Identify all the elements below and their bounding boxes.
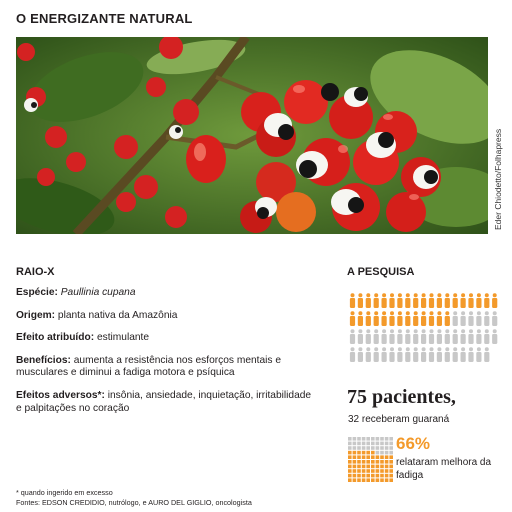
percent-dot [376, 474, 380, 478]
patient-figure [453, 293, 458, 308]
patient-figure [358, 347, 363, 362]
percent-dot [353, 442, 357, 446]
percent-dot [376, 455, 380, 459]
percent-dot [371, 437, 375, 441]
percent-dot [366, 460, 370, 464]
patient-figure [484, 311, 489, 326]
patient-figure [413, 293, 418, 308]
patient-figure [358, 329, 363, 344]
percent-dot [389, 437, 393, 441]
patient-figure [461, 347, 466, 362]
percent-dot [366, 474, 370, 478]
footnote-excess: * quando ingerido em excesso [16, 488, 113, 497]
percent-dot [362, 437, 366, 441]
percent-dot [348, 465, 352, 469]
percent-dot [380, 474, 384, 478]
percent-dot [353, 460, 357, 464]
patient-figure [382, 311, 387, 326]
patient-figure [492, 329, 497, 344]
percent-dot [385, 469, 389, 473]
fact-label: Efeitos adversos*: [16, 389, 105, 401]
percent-dot [380, 437, 384, 441]
percent-dot [380, 478, 384, 482]
percent-dot [376, 469, 380, 473]
percent-dot [389, 460, 393, 464]
patients-punct: , [450, 386, 456, 408]
patient-figure [468, 347, 473, 362]
percent-dot [357, 469, 361, 473]
patient-figure [405, 311, 410, 326]
patient-figure [484, 293, 489, 308]
patient-figure [476, 329, 481, 344]
patient-figure [437, 347, 442, 362]
fact-label: Origem: [16, 309, 56, 321]
patient-figure [445, 293, 450, 308]
patient-figure [468, 329, 473, 344]
percent-dot [371, 460, 375, 464]
percent-dot [376, 437, 380, 441]
percent-dot [362, 478, 366, 482]
percent-dot [380, 446, 384, 450]
percent-dot [376, 478, 380, 482]
patient-figure [374, 293, 379, 308]
fact-label: Benefícios: [16, 354, 71, 366]
percent-dot [366, 469, 370, 473]
percent-dot [357, 442, 361, 446]
percent-dot [357, 451, 361, 455]
percent-dot [353, 474, 357, 478]
patient-figure [397, 311, 402, 326]
percent-dot [389, 446, 393, 450]
percent-dot [348, 460, 352, 464]
percent-dot [353, 478, 357, 482]
percent-dot [362, 465, 366, 469]
percent-dot [371, 465, 375, 469]
patient-figure [445, 347, 450, 362]
percent-dot [348, 446, 352, 450]
patient-figure [389, 293, 394, 308]
patient-figure [358, 293, 363, 308]
percent-dot-grid [348, 437, 393, 485]
percent-dot [380, 460, 384, 464]
percent-value: 66% [396, 434, 431, 453]
patient-figure [429, 329, 434, 344]
patient-figure [445, 311, 450, 326]
patient-figure [437, 329, 442, 344]
patient-figure [453, 311, 458, 326]
percent-dot [366, 446, 370, 450]
percent-dot [357, 455, 361, 459]
pesquisa-heading: A PESQUISA [347, 266, 415, 278]
percent-dot [348, 469, 352, 473]
percent-dot [371, 478, 375, 482]
percent-dot [371, 455, 375, 459]
patient-figure [389, 329, 394, 344]
percent-dot [353, 465, 357, 469]
patient-figure [468, 293, 473, 308]
percent-dot [348, 455, 352, 459]
guarana-subline: 32 receberam guaraná [348, 414, 450, 425]
patient-figure [437, 293, 442, 308]
patient-figure [421, 293, 426, 308]
patient-figure [492, 311, 497, 326]
percent-dot [357, 460, 361, 464]
percent-dot [385, 437, 389, 441]
patients-word: pacientes [372, 386, 451, 408]
footnotes [16, 488, 252, 507]
fact-value: Paullinia cupana [60, 287, 136, 298]
raio-x-facts [16, 287, 316, 425]
percent-dot [357, 474, 361, 478]
percent-dot [380, 451, 384, 455]
patient-figure [350, 293, 355, 308]
percent-dot [371, 442, 375, 446]
percent-dot [380, 455, 384, 459]
percent-dot [389, 469, 393, 473]
patient-figure [429, 293, 434, 308]
fact-value: planta nativa da Amazônia [57, 309, 178, 321]
percent-dot [353, 469, 357, 473]
percent-dot [357, 446, 361, 450]
percent-dot [366, 478, 370, 482]
percent-dot [380, 465, 384, 469]
percent-dot [366, 451, 370, 455]
patient-figure [350, 329, 355, 344]
patient-figure [461, 329, 466, 344]
patient-figure [389, 347, 394, 362]
percent-dot [362, 442, 366, 446]
patient-figure [397, 293, 402, 308]
fact-value: estimulante [96, 332, 150, 344]
fact-label: Espécie: [16, 287, 58, 298]
patient-figure [405, 293, 410, 308]
percent-dot [357, 437, 361, 441]
fact-label: Efeito atribuído: [16, 332, 95, 344]
percent-dot [362, 474, 366, 478]
patient-figure [413, 311, 418, 326]
percent-dot [376, 465, 380, 469]
percent-dot [385, 478, 389, 482]
percent-dot [348, 442, 352, 446]
patient-figure [397, 347, 402, 362]
percent-dot [371, 451, 375, 455]
patient-figure [484, 347, 489, 362]
percent-dot [385, 446, 389, 450]
fact-especie [16, 287, 316, 300]
patient-figure [382, 293, 387, 308]
percent-dot [366, 465, 370, 469]
patient-figure [421, 329, 426, 344]
patient-figure [350, 311, 355, 326]
patient-figure [413, 329, 418, 344]
patient-figure [350, 347, 355, 362]
percent-dot [371, 474, 375, 478]
percent-dot [371, 469, 375, 473]
fact-value: insônia, ansiedade, inquietação, irritabilidade e palpitações no coração [16, 389, 312, 414]
patient-figure [366, 311, 371, 326]
patient-figure [366, 329, 371, 344]
percent-dot [389, 451, 393, 455]
percent-dot [348, 474, 352, 478]
percent-dot [385, 460, 389, 464]
raio-x-heading: RAIO-X [16, 266, 55, 278]
patient-figure [366, 347, 371, 362]
patient-figure [397, 329, 402, 344]
patient-figure [421, 347, 426, 362]
percent-dot [348, 478, 352, 482]
percent-dot [362, 469, 366, 473]
percent-dot [362, 460, 366, 464]
page-title: O ENERGIZANTE NATURAL [16, 11, 193, 26]
percent-dot [348, 437, 352, 441]
patient-figure [429, 311, 434, 326]
fact-beneficios [16, 355, 316, 380]
percent-dot [366, 437, 370, 441]
fact-value: aumenta a resistência nos esforços mentais e musculares e diminui a fadiga motora e psíquica [16, 354, 282, 379]
percent-dot [357, 478, 361, 482]
percent-dot [385, 465, 389, 469]
footnote-sources: Fontes: EDSON CREDIDIO, nutrólogo, e AURO DEL GIGLIO, oncologista [16, 497, 252, 507]
patient-figure [468, 311, 473, 326]
patient-figure [382, 347, 387, 362]
percent-dot [376, 460, 380, 464]
patient-figure [358, 311, 363, 326]
patients-headline [347, 386, 456, 409]
percent-text: relataram melhora da fadiga [396, 457, 492, 481]
patients-number: 75 [347, 386, 367, 408]
percent-dot [385, 451, 389, 455]
patient-figure [405, 329, 410, 344]
patient-figure [374, 329, 379, 344]
patient-figure [437, 311, 442, 326]
percent-dot [385, 474, 389, 478]
percent-dot [353, 455, 357, 459]
percent-dot [357, 465, 361, 469]
photo-credit-text: Eder Chiodetto/Folhapress [493, 128, 503, 230]
patients-pictogram [349, 293, 499, 383]
patient-figure [405, 347, 410, 362]
fact-origem [16, 310, 316, 323]
patient-figure [421, 311, 426, 326]
patient-figure [445, 329, 450, 344]
percent-dot [380, 442, 384, 446]
patient-figure [461, 293, 466, 308]
percent-dot [385, 455, 389, 459]
percent-dot [376, 442, 380, 446]
patient-figure [389, 311, 394, 326]
patient-figure [453, 329, 458, 344]
percent-dot [389, 455, 393, 459]
percent-dot [380, 469, 384, 473]
patient-figure [484, 329, 489, 344]
percent-dot [348, 451, 352, 455]
patient-figure [413, 347, 418, 362]
patient-figure [476, 347, 481, 362]
percent-dot [376, 446, 380, 450]
patient-figure [453, 347, 458, 362]
patient-figure [366, 293, 371, 308]
patient-figure [429, 347, 434, 362]
percent-dot [353, 451, 357, 455]
patient-figure [476, 293, 481, 308]
percent-dot [353, 446, 357, 450]
patient-figure [374, 347, 379, 362]
percent-dot [389, 442, 393, 446]
fact-adversos [16, 390, 316, 415]
patient-figure [374, 311, 379, 326]
percent-dot [389, 465, 393, 469]
patient-figure [476, 311, 481, 326]
percent-dot [389, 478, 393, 482]
guarana-illustration [16, 37, 488, 234]
percent-dot [353, 437, 357, 441]
percent-dot [362, 455, 366, 459]
percent-dot [376, 451, 380, 455]
fact-efeito [16, 332, 316, 345]
guarana-photo [16, 37, 488, 234]
percent-dot [366, 455, 370, 459]
percent-dot [362, 451, 366, 455]
percent-dot [362, 446, 366, 450]
patient-figure [461, 311, 466, 326]
percent-dot [389, 474, 393, 478]
patient-figure [382, 329, 387, 344]
percent-dot [366, 442, 370, 446]
patient-figure [492, 293, 497, 308]
percent-dot [371, 446, 375, 450]
percent-dot [385, 442, 389, 446]
photo-credit [493, 128, 503, 240]
